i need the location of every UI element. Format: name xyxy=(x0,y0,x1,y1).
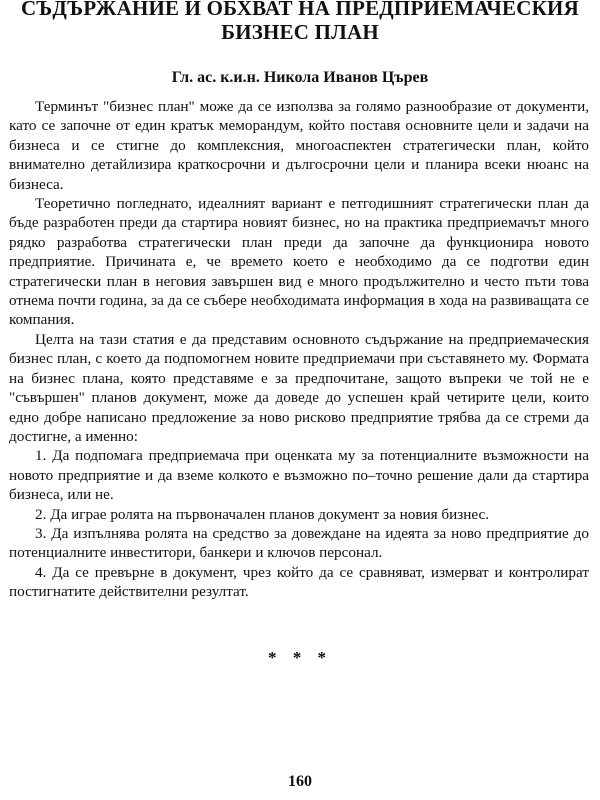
article-body xyxy=(9,97,589,602)
page-number: 160 xyxy=(288,773,312,790)
author-line: Гл. ас. к.и.н. Никола Иванов Църев xyxy=(171,69,429,86)
paragraph: Теоретично погледнато, идеалният вариант е петгодишният стратегически план да бъде разработен преди да стартира новият бизнес, но на практика предприемачът много рядко разработва стратегически план преди да започне да функционира новото предприятие. Причината е, че времето което е необходимо да се подготви един стратегически план в неговия завършен вид е много продължително и често пъти това отнема почти година, за да се събере необходимата информация в хода на развиващата се компания. xyxy=(9,195,589,329)
list-item: 3. Да изпълнява ролята на средство за довеждане на идеята за ново предприятие до потенциалните инвеститори, банкери и ключов персонал. xyxy=(9,524,589,562)
list-item: 4. Да се превърне в документ, чрез който да се сравняват, измерват и контролират постигнатите действителни резултат. xyxy=(9,563,589,601)
page-title xyxy=(0,0,600,44)
section-separator: * * * xyxy=(268,648,332,667)
title-line-2: БИЗНЕС ПЛАН xyxy=(221,20,379,44)
list-item: 1. Да подпомага предприемача при оценката му за потенциалните възможности на новото предприятие и да вземе колкото е възможно по–точно решение дали да стартира бизнеса, или не. xyxy=(9,447,589,504)
title-line-1: СЪДЪРЖАНИЕ И ОБХВАТ НА ПРЕДПРИЕМАЧЕСКИЯ xyxy=(21,0,579,20)
paragraph: Целта на тази статия е да представим основното съдържание на предприемаческия бизнес план, с което да подпомогнем новите предприемачи при съставянето му. Формата на бизнес плана, която представяме е за предпочитане, защото въпреки че той не е "съвършен" планов документ, може да доведе до успешен край четирите цели, които едно добре написано предложение за ново рисково предприятие трябва да се стреми да достигне, а именно: xyxy=(9,330,589,445)
list-item: 2. Да играе ролята на първоначален планов документ за новия бизнес. xyxy=(35,505,490,523)
paragraph: Терминът "бизнес план" може да се използва за голямо разнообразие от документи, като се започне от един кратък меморандум, който поставя основните цели и задачи на бизнеса и се стигне до комплексния, многоаспектен стратегически план, който внимателно детайлизира краткосрочни и дългосрочни цели и планира всеки нюанс на бизнеса. xyxy=(9,98,589,193)
